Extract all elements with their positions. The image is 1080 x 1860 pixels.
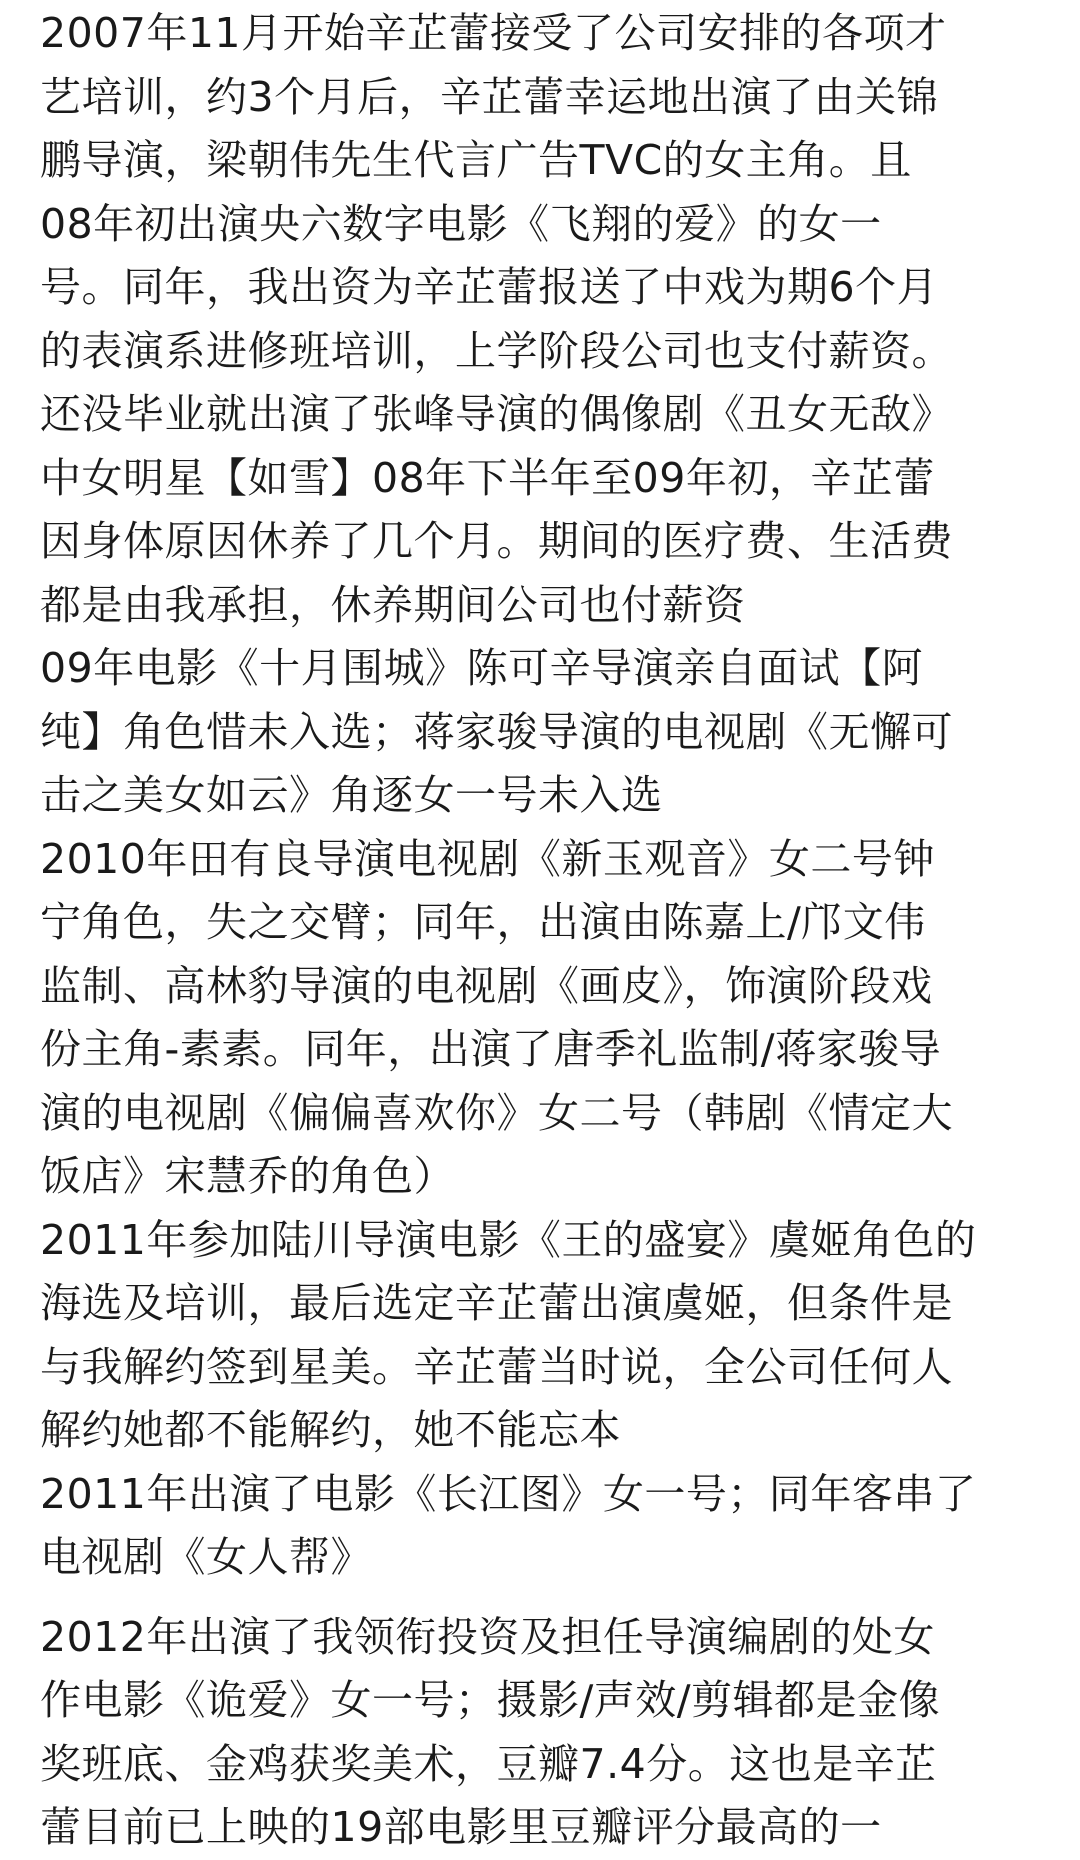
paragraph-2007 bbox=[40, 2, 1060, 637]
paragraph-2011-wang bbox=[40, 1209, 1060, 1463]
text-line: 与我解约签到星美。辛芷蕾当时说，全公司任何人 bbox=[40, 1342, 953, 1391]
text-line: 2007年11月开始辛芷蕾接受了公司安排的各项才 bbox=[40, 9, 947, 57]
text-line: 还没毕业就出演了张峰导演的偶像剧《丑女无敌》 bbox=[40, 390, 953, 438]
text-line: 都是由我承担，休养期间公司也付薪资 bbox=[40, 580, 746, 629]
text-line: 份主角-素素。同年，出演了唐季礼监制/蒋家骏导 bbox=[40, 1025, 942, 1073]
text-line: 的表演系进修班培训，上学阶段公司也支付薪资。 bbox=[40, 326, 953, 375]
text-line: 2010年田有良导演电视剧《新玉观音》女二号钟 bbox=[40, 834, 935, 883]
document-body bbox=[40, 2, 1060, 1860]
text-line: 09年电影《十月围城》陈可辛导演亲自面试【阿 bbox=[40, 644, 924, 692]
text-line: 监制、高林豹导演的电视剧《画皮》，饰演阶段戏 bbox=[40, 961, 933, 1010]
text-line: 饭店》宋慧乔的角色） bbox=[40, 1152, 455, 1200]
text-line: 海选及培训，最后选定辛芷蕾出演虞姬，但条件是 bbox=[40, 1279, 953, 1327]
text-line: 2011年参加陆川导演电影《王的盛宴》虞姬角色的 bbox=[40, 1215, 977, 1264]
text-line: 2012年出演了我领衔投资及担任导演编剧的处女 bbox=[40, 1612, 935, 1661]
text-line: 宁角色，失之交臂；同年，出演由陈嘉上/邝文伟 bbox=[40, 898, 926, 946]
text-line: 因身体原因休养了几个月。期间的医疗费、生活费 bbox=[40, 517, 953, 565]
text-line: 鹏导演，梁朝伟先生代言广告TVC的女主角。且 bbox=[40, 136, 912, 184]
text-line: 08年初出演央六数字电影《飞翔的爱》的女一 bbox=[40, 199, 882, 248]
text-line: 解约她都不能解约，她不能忘本 bbox=[40, 1406, 621, 1454]
text-line: 作电影《诡爱》女一号；摄影/声效/剪辑都是金像 bbox=[40, 1676, 941, 1724]
text-line: 击之美女如云》角逐女一号未入选 bbox=[40, 771, 663, 819]
text-line: 纯】角色惜未入选；蒋家骏导演的电视剧《无懈可 bbox=[40, 707, 953, 756]
text-line: 演的电视剧《偏偏喜欢你》女二号（韩剧《情定大 bbox=[40, 1088, 953, 1137]
text-line: 电视剧《女人帮》 bbox=[40, 1533, 372, 1581]
text-line: 中女明星【如雪】08年下半年至09年初，辛芷蕾 bbox=[40, 453, 935, 502]
text-line: 蕾目前已上映的19部电影里豆瓣评分最高的一 bbox=[40, 1803, 882, 1851]
paragraph-2011-changjiang bbox=[40, 1463, 1060, 1590]
paragraph-2010 bbox=[40, 828, 1060, 1209]
text-line: 艺培训，约3个月后，辛芷蕾幸运地出演了由关锦 bbox=[40, 72, 939, 121]
paragraph-2009 bbox=[40, 637, 1060, 828]
paragraph-2012 bbox=[40, 1606, 1060, 1860]
text-line: 奖班底、金鸡获奖美术，豆瓣7.4分。这也是辛芷 bbox=[40, 1739, 937, 1788]
text-line: 2011年出演了电影《长江图》女一号；同年客串了 bbox=[40, 1469, 977, 1518]
text-line: 号。同年，我出资为辛芷蕾报送了中戏为期6个月 bbox=[40, 263, 939, 311]
paragraph-spacer bbox=[40, 1590, 1060, 1606]
